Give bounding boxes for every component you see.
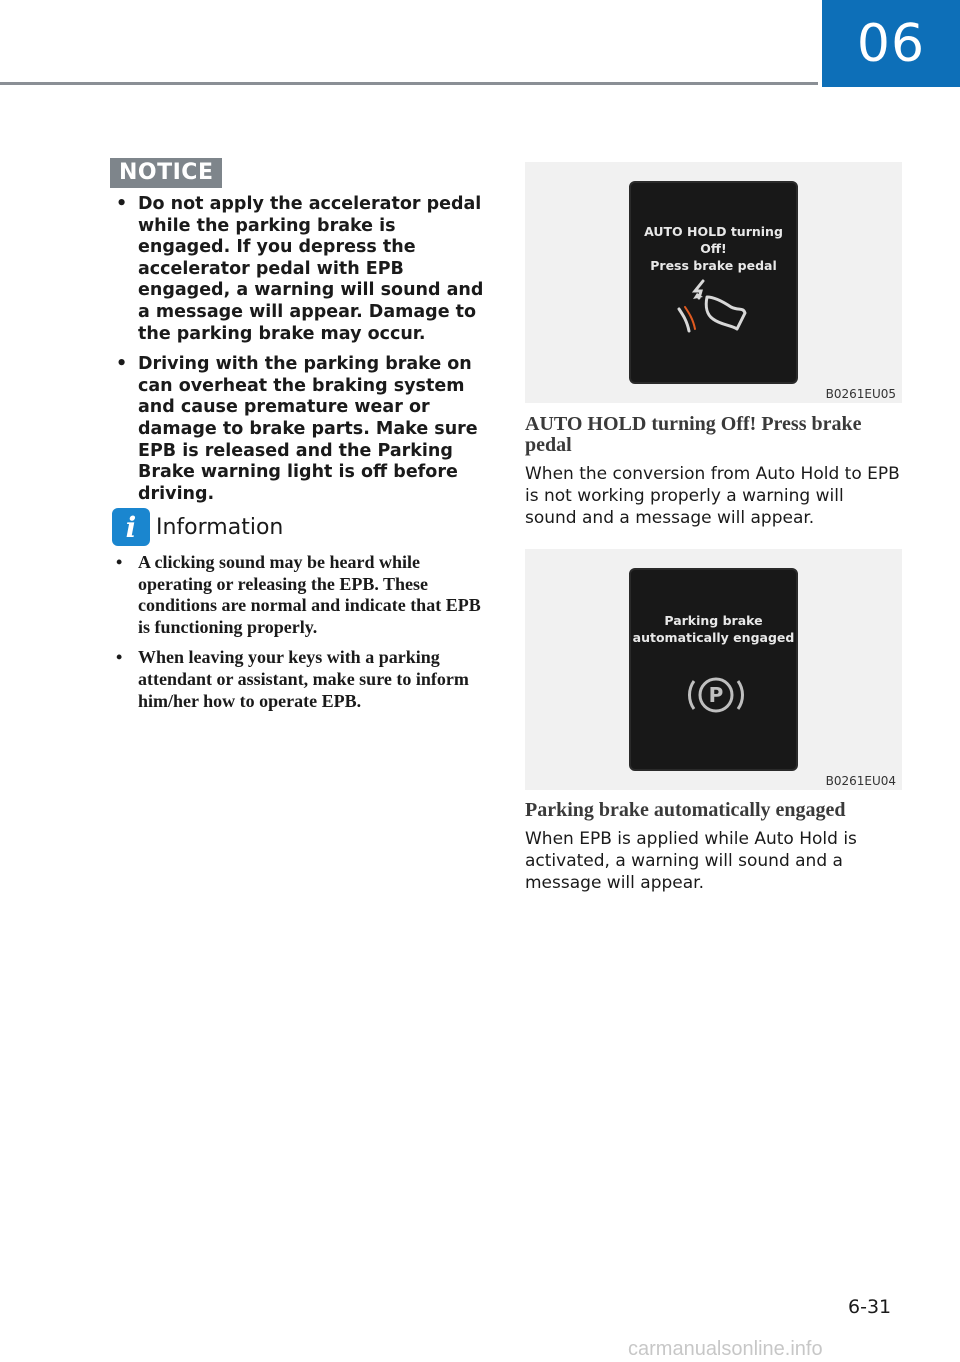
display-message: Parking brake automatically engaged <box>632 613 795 645</box>
brake-pedal-icon <box>671 271 761 341</box>
notice-item: • Do not apply the accelerator pedal while the parking brake is engaged. If you depress the accelerator pedal with EPB engaged, a warning will sound and a message will appear. Damage to the parking brake may occur. <box>112 194 492 345</box>
figure-title: Parking brake automatically engaged <box>525 799 846 821</box>
information-list <box>112 552 490 721</box>
figure-title: AUTO HOLD turning Off! Press brake pedal <box>525 413 862 456</box>
figure-code: B0261EU04 <box>825 774 896 788</box>
chapter-number: 06 <box>856 13 926 74</box>
information-item: • When leaving your keys with a parking attendant or assistant, make sure to inform him/her how to operate EPB. <box>112 647 490 712</box>
parking-brake-icon <box>681 665 751 725</box>
cluster-display <box>629 568 798 771</box>
figure-code: B0261EU05 <box>825 387 896 401</box>
figure-description: When EPB is applied while Auto Hold is activated, a warning will sound and a message will appear. <box>525 829 857 893</box>
figure-description: When the conversion from Auto Hold to EPB is not working properly a warning will sound and a message will appear. <box>525 464 900 528</box>
cluster-display <box>629 181 798 384</box>
information-heading <box>112 507 283 547</box>
header-rule <box>0 82 818 85</box>
page-number: 6-31 <box>848 1296 892 1318</box>
notice-badge: NOTICE <box>110 158 222 188</box>
info-icon: i <box>112 508 150 546</box>
notice-item: • Driving with the parking brake on can overheat the braking system and cause premature wear or damage to brake parts. Make sure EPB is released and the Parking Brake warning light is off before driving. <box>112 354 492 505</box>
notice-list <box>112 194 492 514</box>
figure-parking-brake-engaged <box>525 549 902 790</box>
display-message: AUTO HOLD turning Off! Press brake pedal <box>644 224 783 273</box>
information-item: • A clicking sound may be heard while operating or releasing the EPB. These conditions are normal and indicate that EPB is functioning properly. <box>112 552 490 638</box>
svg-text:P: P <box>708 683 724 707</box>
watermark: carmanualsonline.info <box>628 1338 823 1360</box>
information-title: Information <box>156 514 284 540</box>
chapter-tab <box>822 0 960 87</box>
figure-auto-hold-off <box>525 162 902 403</box>
